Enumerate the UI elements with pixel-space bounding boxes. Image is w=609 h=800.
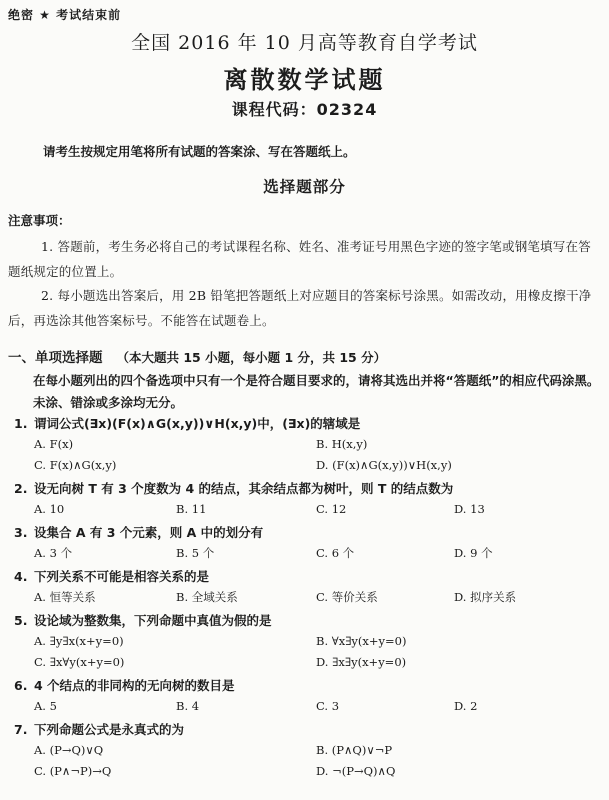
option-b: B. H(x,y) bbox=[316, 437, 368, 451]
question-text: 下列命题公式是永真式的为 bbox=[34, 722, 185, 737]
option-c: C. ∃x∀y(x+y=0) bbox=[34, 655, 125, 669]
question-number: 7. bbox=[14, 722, 28, 737]
option-b: B. 全域关系 bbox=[176, 590, 238, 604]
option-c: C. 3 bbox=[316, 699, 340, 713]
question-stem bbox=[14, 675, 604, 696]
option-a: A. (P→Q)∨Q bbox=[34, 743, 104, 757]
option-d: D. 拟序关系 bbox=[454, 590, 517, 604]
option-b: B. 4 bbox=[176, 699, 200, 713]
option-b: B. ∀x∃y(x+y=0) bbox=[316, 634, 407, 648]
option-a: A. 恒等关系 bbox=[34, 590, 96, 604]
question-stem bbox=[14, 610, 604, 631]
option-row bbox=[14, 499, 604, 520]
option-a: A. 5 bbox=[34, 699, 57, 713]
question-number: 2. bbox=[14, 481, 28, 496]
option-row bbox=[14, 740, 604, 761]
option-c: C. 12 bbox=[316, 502, 347, 516]
option-row bbox=[14, 631, 604, 652]
question-number: 1. bbox=[14, 416, 28, 431]
option-d: D. (F(x)∧G(x,y))∨H(x,y) bbox=[316, 458, 452, 472]
instruction: 请考生按规定用笔将所有试题的答案涂、写在答题纸上。 bbox=[43, 144, 356, 159]
option-b: B. 5 个 bbox=[176, 546, 215, 560]
option-c: C. F(x)∧G(x,y) bbox=[34, 458, 117, 472]
question bbox=[14, 522, 604, 564]
question-stem bbox=[14, 566, 604, 587]
question bbox=[14, 478, 604, 520]
question-stem bbox=[14, 719, 604, 740]
option-d: D. ¬(P→Q)∧Q bbox=[316, 764, 396, 778]
option-row bbox=[14, 696, 604, 717]
question-stem bbox=[14, 413, 604, 434]
option-row bbox=[14, 455, 604, 476]
question-text: 下列关系不可能是相容关系的是 bbox=[34, 569, 210, 584]
option-c: C. (P∧¬P)→Q bbox=[34, 764, 112, 778]
option-row bbox=[14, 587, 604, 608]
option-row bbox=[14, 543, 604, 564]
option-a: A. 10 bbox=[34, 502, 65, 516]
notice-item: 1. 答题前，考生务必将自己的考试课程名称、姓名、准考证号用黑色字迹的签字笔或钢笔填写在答题纸规定的位置上。 bbox=[8, 239, 591, 279]
option-d: D. 2 bbox=[454, 699, 478, 713]
option-a: A. 3 个 bbox=[34, 546, 73, 560]
question-text: 谓词公式(∃x)(F(x)∧G(x,y))∨H(x,y)中，(∃x)的辖域是 bbox=[34, 416, 361, 431]
option-a: A. ∃y∃x(x+y=0) bbox=[34, 634, 124, 648]
secret-label: 绝密 ★ 考试结束前 bbox=[8, 8, 122, 22]
notice-heading: 注意事项： bbox=[8, 213, 71, 228]
option-d: D. 9 个 bbox=[454, 546, 493, 560]
exam-title: 全国 2016 年 10 月高等教育自学考试 bbox=[131, 32, 478, 54]
question-number: 5. bbox=[14, 613, 28, 628]
question-number: 4. bbox=[14, 569, 28, 584]
question-text: 设论域为整数集，下列命题中真值为假的是 bbox=[34, 613, 272, 628]
question-text: 设无向树 T 有 3 个度数为 4 的结点，其余结点都为树叶，则 T 的结点数为 bbox=[34, 481, 454, 496]
question bbox=[14, 413, 604, 476]
option-b: B. 11 bbox=[176, 502, 207, 516]
question bbox=[14, 719, 604, 782]
notice-item: 2. 每小题选出答案后，用 2B 铅笔把答题纸上对应题目的答案标号涂黑。如需改动，用橡皮擦干净后，再选涂其他答案标号。不能答在试题卷上。 bbox=[8, 288, 592, 328]
question-stem bbox=[14, 522, 604, 543]
question-list bbox=[14, 413, 604, 784]
subject-title: 离散数学试题 bbox=[223, 66, 386, 94]
section-title: 一、单项选择题 bbox=[8, 350, 103, 366]
question-number: 6. bbox=[14, 678, 28, 693]
section-description: 在每小题列出的四个备选项中只有一个是符合题目要求的，请将其选出并将“答题纸”的相应代码涂黑。未涂、错涂或多涂均无分。 bbox=[33, 373, 600, 410]
option-a: A. F(x) bbox=[34, 437, 74, 451]
part-title: 选择题部分 bbox=[263, 178, 346, 196]
option-b: B. (P∧Q)∨¬P bbox=[316, 743, 393, 757]
section-score: （本大题共 15 小题，每小题 1 分，共 15 分） bbox=[116, 350, 387, 365]
question-text: 设集合 A 有 3 个元素，则 A 中的划分有 bbox=[34, 525, 264, 540]
question-text: 4 个结点的非同构的无向树的数目是 bbox=[34, 678, 235, 693]
option-row bbox=[14, 434, 604, 455]
option-d: D. ∃x∃y(x+y=0) bbox=[316, 655, 407, 669]
option-row bbox=[14, 652, 604, 673]
question-stem bbox=[14, 478, 604, 499]
course-code: 课程代码：02324 bbox=[231, 100, 378, 119]
question bbox=[14, 566, 604, 608]
option-c: C. 6 个 bbox=[316, 546, 355, 560]
section-heading bbox=[8, 346, 386, 366]
option-c: C. 等价关系 bbox=[316, 590, 378, 604]
question-number: 3. bbox=[14, 525, 28, 540]
option-d: D. 13 bbox=[454, 502, 485, 516]
question bbox=[14, 675, 604, 717]
question bbox=[14, 610, 604, 673]
option-row bbox=[14, 761, 604, 782]
